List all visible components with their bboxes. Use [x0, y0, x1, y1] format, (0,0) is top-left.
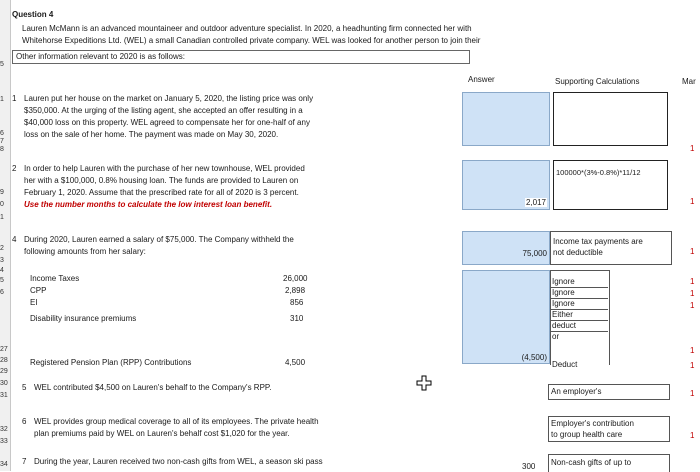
item-6-number: 6 [22, 417, 27, 426]
row-number[interactable]: 0 [0, 201, 4, 208]
withholding-mark: 1 [690, 301, 695, 310]
withholding-amount: 310 [290, 314, 304, 323]
withholding-label: Disability insurance premiums [30, 314, 137, 323]
row-number[interactable]: 29 [0, 368, 8, 375]
item-2-calc: 100000*(3%-0.8%)*11/12 [556, 168, 641, 177]
rpp-mark-b: 1 [690, 361, 695, 370]
item-6-line-1: WEL provides group medical coverage to all of its employees. The private health [34, 417, 319, 426]
row-number[interactable]: 6 [0, 289, 4, 296]
row-number[interactable]: 1 [0, 214, 4, 221]
withholding-amount: 2,898 [285, 286, 306, 295]
row-number[interactable]: 2 [0, 245, 4, 252]
item-6-calc-box[interactable] [548, 416, 670, 442]
item-4-answer: 75,000 [522, 249, 547, 258]
item-6-mark: 1 [690, 431, 695, 440]
item-1-mark: 1 [690, 144, 695, 153]
item-1-number: 1 [12, 94, 17, 103]
row-number[interactable]: 4 [0, 267, 4, 274]
item-7-answer: 300 [522, 462, 536, 471]
item-4-calc-box[interactable] [550, 231, 672, 265]
rpp-answer: (4,500) [521, 353, 547, 362]
withholding-label: EI [30, 298, 38, 307]
item-1-calc-cell[interactable] [553, 92, 668, 146]
item-6-line-2: plan premiums paid by WEL on Lauren's behalf cost $1,020 for the year. [34, 429, 290, 438]
row-number[interactable]: 6 [0, 130, 4, 137]
intro-line-2: Whitehorse Expeditions Ltd. (WEL) a small Canadian controlled private company. WEL was looked for another person to join their [22, 36, 481, 45]
item-2-mark: 1 [690, 197, 695, 206]
item-4-mark: 1 [690, 247, 695, 256]
row-number[interactable]: 31 [0, 392, 8, 399]
item-1-line-3: $40,000 loss on this property. WEL agreed to compensate her for one-half of any [24, 118, 310, 127]
row-number[interactable]: 5 [0, 277, 4, 284]
item-2-calc-cell[interactable] [553, 160, 668, 210]
rpp-mark-a: 1 [690, 346, 695, 355]
item-5-mark: 1 [690, 389, 695, 398]
item-6-calc-line-2: to group health care [551, 430, 623, 439]
item-2-answer: 2,017 [525, 198, 546, 207]
item-5-text: WEL contributed $4,500 on Lauren's behalf to the Company's RPP. [34, 383, 272, 392]
row-number[interactable]: 3 [0, 257, 4, 264]
withholding-calc[interactable]: Ignore [550, 277, 608, 288]
cursor-crosshair-icon [416, 375, 432, 394]
item-4-line-2: following amounts from her salary: [24, 247, 146, 256]
withholding-calc[interactable]: deduct [550, 321, 608, 332]
withholding-amount: 856 [290, 298, 304, 307]
row-number[interactable]: 30 [0, 380, 8, 387]
withholdings-answer-cell[interactable] [462, 270, 550, 364]
item-5-calc-box[interactable] [548, 384, 670, 400]
withholding-calc[interactable]: Either [550, 310, 608, 321]
item-7-number: 7 [22, 457, 27, 466]
item-4-answer-cell[interactable] [462, 231, 550, 265]
withholding-label: CPP [30, 286, 47, 295]
row-number[interactable]: 33 [0, 438, 8, 445]
withholding-calc[interactable]: Ignore [550, 299, 608, 310]
item-4-line-1: During 2020, Lauren earned a salary of $75,000. The Company withheld the [24, 235, 294, 244]
item-2-line-4: Use the number months to calculate the low interest loan benefit. [24, 200, 273, 209]
row-number[interactable]: 34 [0, 461, 8, 468]
header-marks: Mar [682, 77, 696, 86]
row-number[interactable]: 1 [0, 96, 4, 103]
item-2-answer-cell[interactable] [462, 160, 550, 210]
item-6-calc-line-1: Employer's contribution [551, 419, 634, 428]
withholding-mark: 1 [690, 277, 695, 286]
row-number-gutter [0, 0, 11, 471]
withholding-calc[interactable]: or [552, 332, 560, 341]
item-7-text: During the year, Lauren received two non-cash gifts from WEL, a season ski pass [34, 457, 323, 466]
item-5-number: 5 [22, 383, 27, 392]
withholding-label: Income Taxes [30, 274, 80, 283]
item-1-line-2: $350,000. At the urging of the listing agent, she accepted an offer resulting in a [24, 106, 303, 115]
row-number[interactable]: 27 [0, 346, 8, 353]
intro-line-1: Lauren McMann is an advanced mountaineer and outdoor adventure specialist. In 2020, a headhunting firm connected her with [22, 24, 472, 33]
withholding-amount: 26,000 [283, 274, 308, 283]
intro-line-3[interactable]: Other information relevant to 2020 is as follows: [12, 50, 470, 64]
item-2-line-3: February 1, 2020. Assume that the prescribed rate for all of 2020 is 3 percent. [24, 188, 299, 197]
item-7-calc-box[interactable] [548, 454, 670, 472]
rpp-amount: 4,500 [285, 358, 306, 367]
item-2-line-1: In order to help Lauren with the purchase of her new townhouse, WEL provided [24, 164, 305, 173]
row-number[interactable]: 7 [0, 138, 4, 145]
item-1-answer-cell[interactable] [462, 92, 550, 146]
rpp-label: Registered Pension Plan (RPP) Contributions [30, 358, 192, 367]
row-number[interactable]: 8 [0, 146, 4, 153]
row-number[interactable]: 32 [0, 426, 8, 433]
row-number[interactable]: 5 [0, 61, 4, 68]
header-answer: Answer [468, 75, 495, 84]
row-number[interactable]: 28 [0, 357, 8, 364]
item-2-number: 2 [12, 164, 17, 173]
question-title: Question 4 [12, 10, 54, 19]
item-5-calc: An employer's [551, 387, 602, 396]
header-supporting-calculations: Supporting Calculations [555, 77, 640, 86]
item-4-calc-line-1: Income tax payments are [553, 237, 643, 246]
item-7-calc: Non-cash gifts of up to [551, 458, 632, 467]
item-4-number: 4 [12, 235, 17, 244]
rpp-calc[interactable]: Deduct [552, 360, 578, 369]
item-1-line-4: loss on the sale of her home. The payment was made on May 30, 2020. [24, 130, 279, 139]
item-1-line-1: Lauren put her house on the market on January 5, 2020, the listing price was only [24, 94, 314, 103]
item-4-calc-line-2: not deductible [553, 248, 603, 257]
withholding-mark: 1 [690, 289, 695, 298]
row-number[interactable]: 9 [0, 189, 4, 196]
withholding-calc[interactable]: Ignore [550, 288, 608, 299]
item-2-line-2: her with a $100,000, 0.8% housing loan. The funds are provided to Lauren on [24, 176, 299, 185]
